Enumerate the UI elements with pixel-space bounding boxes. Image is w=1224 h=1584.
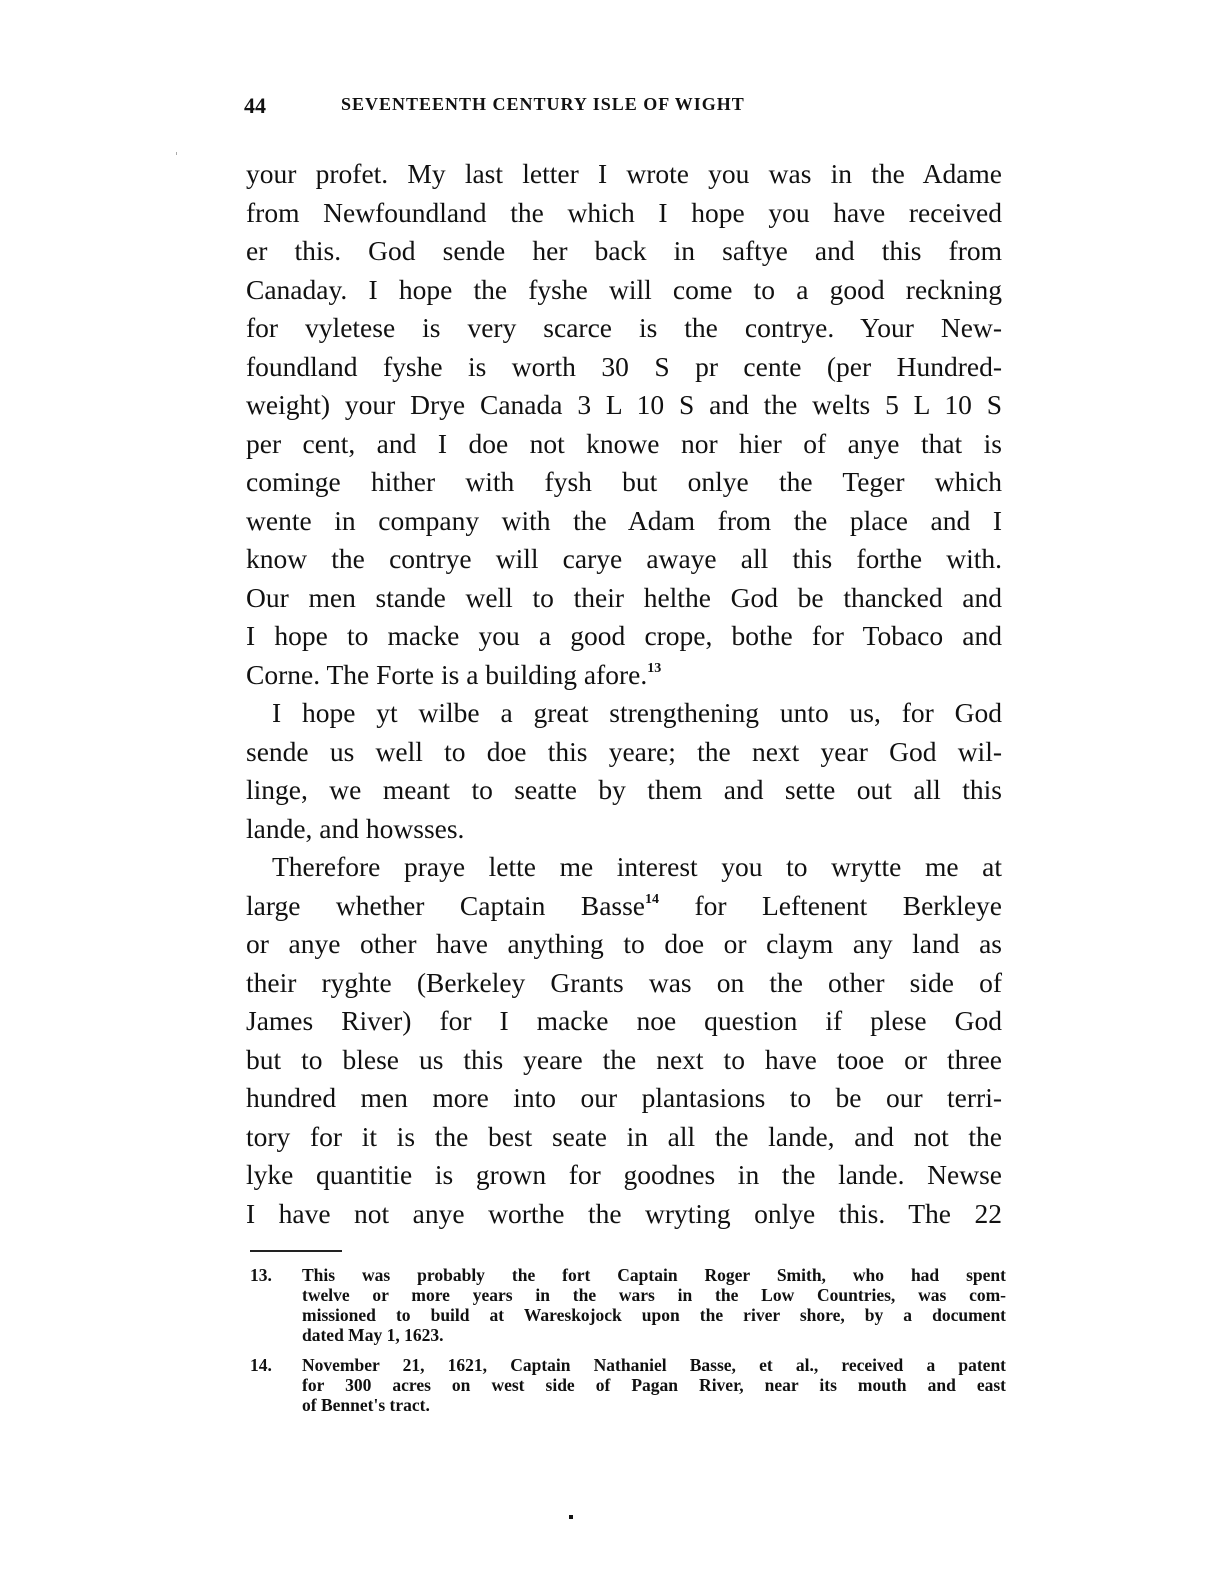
text-segment: I hope to macke you a good crope, bothe for Tobaco and bbox=[246, 620, 1002, 651]
footnote-line: of Bennet's tract. bbox=[302, 1395, 430, 1415]
text-segment: wente in company with the Adam from the place and I bbox=[246, 504, 1002, 536]
footnote-line: This was probably the fort Captain Roger Smith, who had spent bbox=[302, 1265, 1006, 1285]
text-segment: linge, we meant to seatte by them and sette out all this bbox=[246, 774, 1002, 805]
text-segment: from Newfoundland the which I hope you have received bbox=[246, 196, 1002, 228]
text-segment: tory for it is the best seate in all the lande, and not the bbox=[246, 1120, 1002, 1152]
text-line bbox=[246, 502, 1002, 541]
footnote-line: twelve or more years in the wars in the Low Countries, was com- bbox=[302, 1285, 1006, 1305]
text-segment: I hope yt wilbe a great strengthening unto us, for God bbox=[272, 697, 1002, 728]
text-line bbox=[246, 155, 1002, 194]
text-segment: lande, and howsses. bbox=[246, 812, 465, 844]
text-line bbox=[246, 925, 1002, 964]
text-segment: for Leftenent Berkleye bbox=[659, 889, 1002, 921]
text-line bbox=[246, 1002, 1002, 1041]
text-segment: lyke quantitie is grown for goodnes in the lande. Newse bbox=[246, 1159, 1002, 1190]
text-segment: foundland fyshe is worth 30 S pr cente (per Hundred- bbox=[246, 350, 1002, 382]
text-segment: weight) your Drye Canada 3 L 10 S and the welts 5 L 10 S bbox=[246, 389, 1002, 420]
footnote-ref[interactable]: 14 bbox=[645, 891, 660, 907]
text-segment: know the contrye will carye awaye all this forthe with. bbox=[246, 543, 1002, 574]
text-segment: er this. God sende her back in saftye and this from bbox=[246, 235, 1002, 266]
text-line bbox=[246, 1156, 1002, 1195]
text-segment: James River) for I macke noe question if plese God bbox=[246, 1005, 1002, 1036]
text-line bbox=[246, 271, 1002, 310]
text-line bbox=[246, 579, 1002, 618]
text-line bbox=[246, 733, 1002, 772]
text-line bbox=[246, 1118, 1002, 1157]
text-segment: per cent, and I doe not knowe nor hier of anye that is bbox=[246, 427, 1002, 459]
text-segment: or anye other have anything to doe or claym any land as bbox=[246, 928, 1002, 959]
text-segment: their ryghte (Berkeley Grants was on the other side of bbox=[246, 966, 1002, 998]
text-line bbox=[246, 1195, 1002, 1234]
text-line bbox=[246, 617, 1002, 656]
text-segment: Canaday. I hope the fyshe will come to a good reckning bbox=[246, 273, 1002, 305]
text-segment: large whether Captain Basse bbox=[246, 889, 646, 921]
text-line bbox=[246, 309, 1002, 348]
text-line bbox=[246, 386, 1002, 425]
text-segment: Therefore praye lette me interest you to wrytte me at bbox=[272, 851, 1002, 882]
footnote bbox=[250, 1355, 1006, 1415]
running-head bbox=[244, 93, 1004, 123]
footnote-line: for 300 acres on west side of Pagan River, near its mouth and east bbox=[302, 1375, 1006, 1395]
text-segment: cominge hither with fysh but onlye the Teger which bbox=[246, 466, 1002, 497]
footnote-line: dated May 1, 1623. bbox=[302, 1325, 444, 1345]
text-segment: hundred men more into our plantasions to be our terri- bbox=[246, 1082, 1002, 1113]
page-number: 44 bbox=[244, 93, 266, 118]
text-segment: I have not anye worthe the wryting onlye this. The 22 bbox=[246, 1197, 1002, 1229]
text-segment: Corne. The Forte is a building afore. bbox=[246, 658, 648, 690]
margin-mark bbox=[176, 152, 177, 155]
text-line bbox=[246, 771, 1002, 810]
text-segment: your profet. My last letter I wrote you was in the Adame bbox=[246, 158, 1002, 189]
footnote-line: November 21, 1621, Captain Nathaniel Basse, et al., received a patent bbox=[302, 1355, 1006, 1375]
text-segment: but to blese us this yeare the next to have tooe or three bbox=[246, 1043, 1002, 1075]
text-line bbox=[246, 1079, 1002, 1118]
bottom-dot bbox=[569, 1515, 573, 1519]
text-segment: Our men stande well to their helthe God be thancked and bbox=[246, 581, 1002, 613]
text-line bbox=[246, 887, 1002, 926]
text-line bbox=[246, 848, 1002, 887]
text-line bbox=[246, 964, 1002, 1003]
footnote-number: 13. bbox=[250, 1265, 272, 1285]
text-line bbox=[246, 194, 1002, 233]
text-line bbox=[246, 694, 1002, 733]
text-line bbox=[246, 425, 1002, 464]
book-title: SEVENTEENTH CENTURY ISLE OF WIGHT bbox=[341, 94, 745, 114]
text-line bbox=[246, 540, 1002, 579]
footnote bbox=[250, 1265, 1006, 1345]
body-text bbox=[246, 155, 1002, 1233]
text-segment: for vyletese is very scarce is the contrye. Your New- bbox=[246, 312, 1002, 343]
text-line bbox=[246, 232, 1002, 271]
text-line bbox=[246, 1041, 1002, 1080]
footnote-number: 14. bbox=[250, 1355, 272, 1375]
footnote-ref[interactable]: 13 bbox=[647, 660, 662, 676]
text-line bbox=[246, 810, 1002, 849]
text-line bbox=[246, 348, 1002, 387]
text-line bbox=[246, 656, 1002, 695]
footnote-rule bbox=[250, 1250, 342, 1252]
text-segment: sende us well to doe this yeare; the next year God wil- bbox=[246, 735, 1002, 767]
footnotes bbox=[250, 1265, 1006, 1425]
footnote-line: missioned to build at Wareskojock upon the river shore, by a document bbox=[302, 1305, 1006, 1325]
text-line bbox=[246, 463, 1002, 502]
